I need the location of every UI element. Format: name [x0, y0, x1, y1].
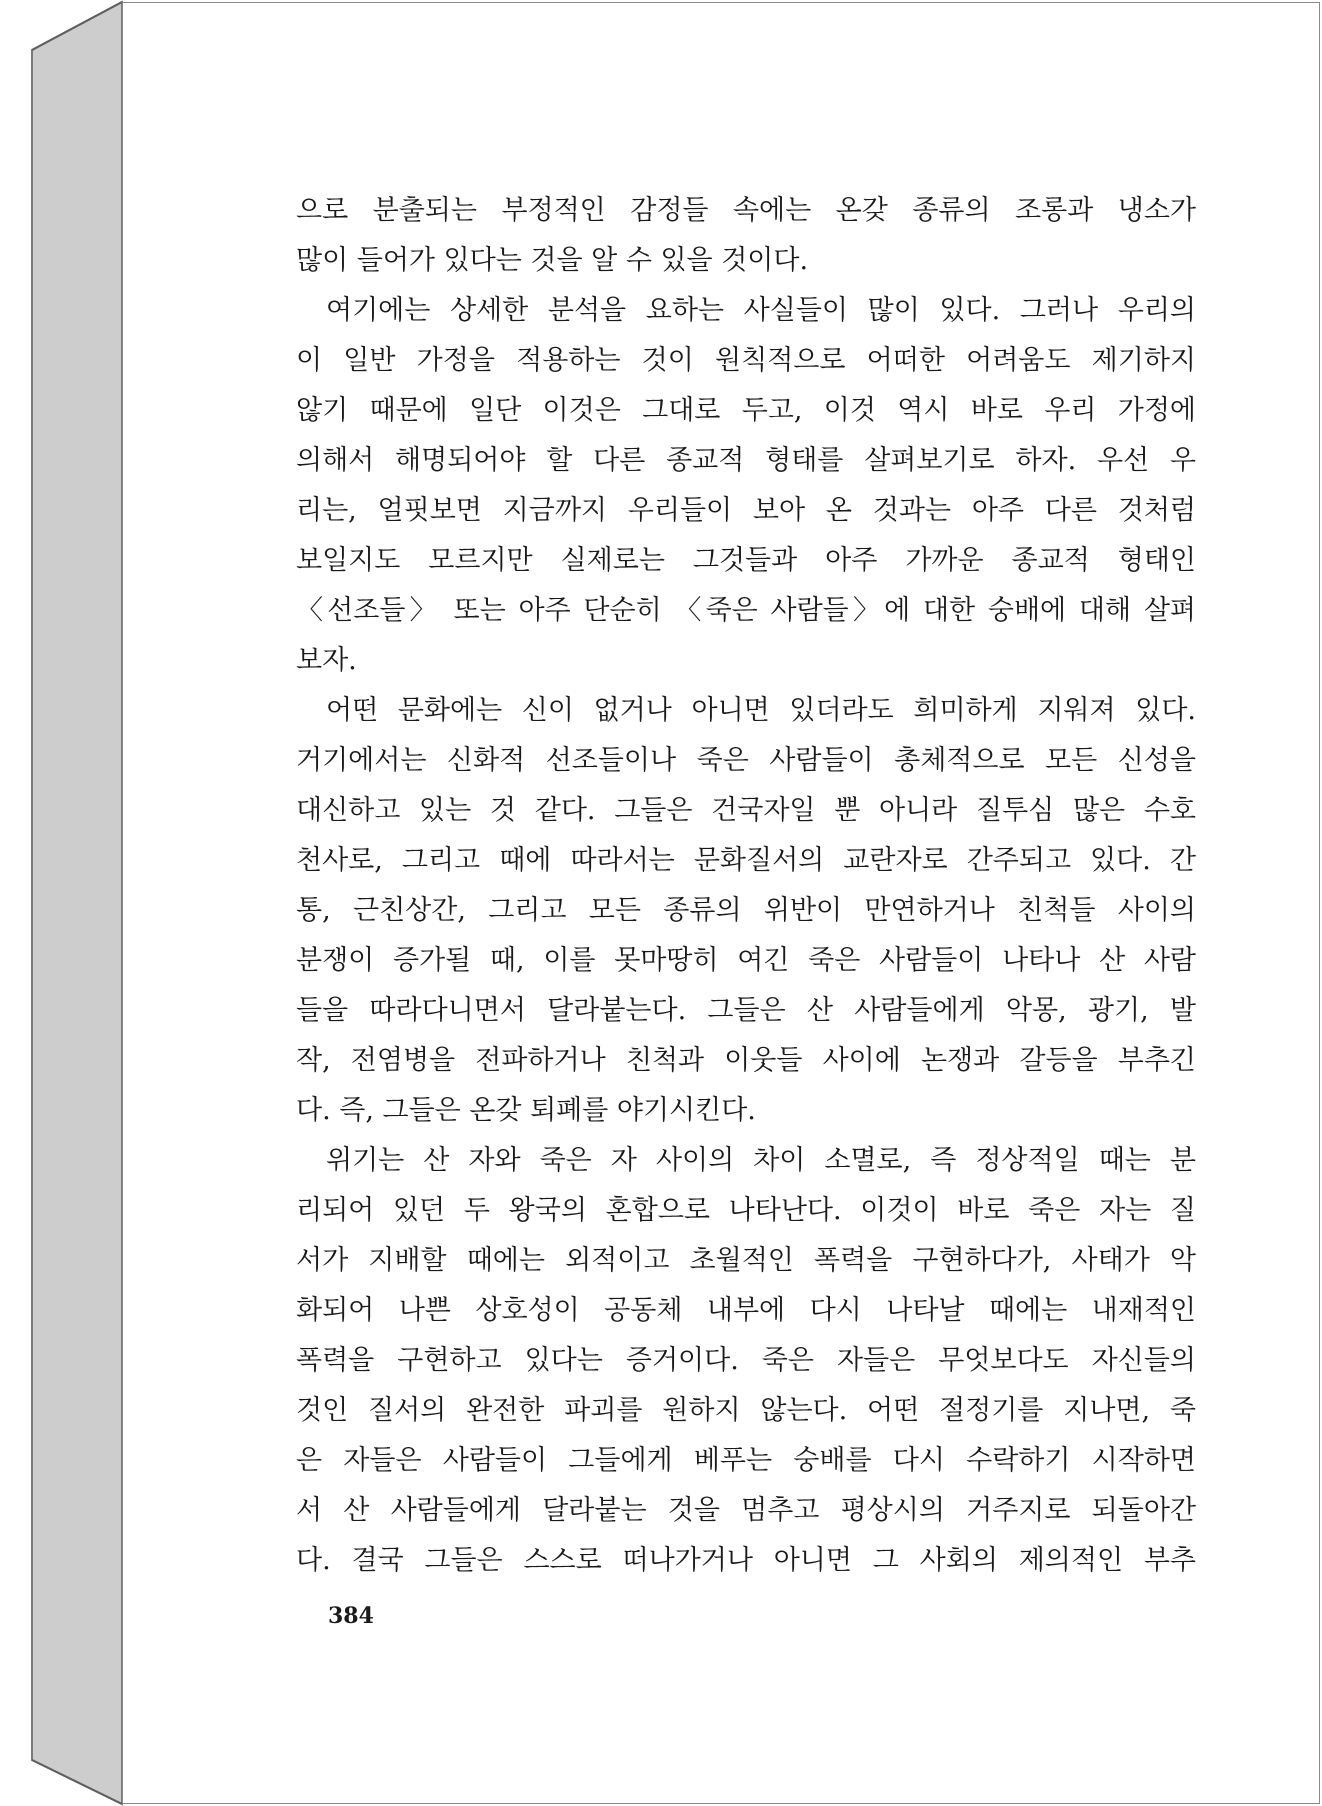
text-line: 천사로, 그리고 때에 따라서는 문화질서의 교란자로 간주되고 있다. 간 — [296, 845, 1196, 876]
text-line: 보일지도 모르지만 실제로는 그것들과 아주 가까운 종교적 형태인 — [296, 545, 1196, 576]
text-line: 폭력을 구현하고 있다는 증거이다. 죽은 자들은 무엇보다도 자신들의 — [296, 1345, 1196, 1376]
text-line: 통, 근친상간, 그리고 모든 종류의 위반이 만연하거나 친척들 사이의 — [296, 895, 1196, 926]
text-line: 위기는 산 자와 죽은 자 사이의 차이 소멸로, 즉 정상적일 때는 분 — [326, 1145, 1196, 1176]
book-spine-face — [32, 2, 122, 1804]
text-line: 어떤 문화에는 신이 없거나 아니면 있더라도 희미하게 지워져 있다. — [326, 695, 1196, 726]
text-line: 보자. — [296, 645, 357, 676]
text-line: 거기에서는 신화적 선조들이나 죽은 사람들이 총체적으로 모든 신성을 — [296, 745, 1196, 776]
text-line: 다. 결국 그들은 스스로 떠나가거나 아니면 그 사회의 제의적인 부추 — [296, 1545, 1196, 1576]
text-line: 여기에는 상세한 분석을 요하는 사실들이 많이 있다. 그러나 우리의 — [326, 295, 1196, 326]
page-number: 384 — [328, 1603, 374, 1629]
text-line: 다. 즉, 그들은 온갖 퇴폐를 야기시킨다. — [296, 1095, 756, 1126]
text-line: 리는, 얼핏보면 지금까지 우리들이 보아 온 것과는 아주 다른 것처럼 — [296, 495, 1196, 526]
text-line: 것인 질서의 완전한 파괴를 원하지 않는다. 어떤 절정기를 지나면, 죽 — [296, 1395, 1196, 1426]
text-line: 않기 때문에 일단 이것은 그대로 두고, 이것 역시 바로 우리 가정에 — [296, 395, 1196, 426]
text-line: 작, 전염병을 전파하거나 친척과 이웃들 사이에 논쟁과 갈등을 부추긴 — [296, 1045, 1196, 1076]
text-line: 서가 지배할 때에는 외적이고 초월적인 폭력을 구현하다가, 사태가 악 — [296, 1245, 1196, 1276]
text-line: 대신하고 있는 것 같다. 그들은 건국자일 뿐 아니라 질투심 많은 수호 — [296, 795, 1196, 826]
text-line: 서 산 사람들에게 달라붙는 것을 멈추고 평상시의 거주지로 되돌아간 — [296, 1495, 1196, 1526]
text-line: 은 자들은 사람들이 그들에게 베푸는 숭배를 다시 수락하기 시작하면 — [296, 1445, 1196, 1476]
body-text — [296, 186, 1196, 1586]
text-line: 이 일반 가정을 적용하는 것이 원칙적으로 어떠한 어려움도 제기하지 — [296, 345, 1196, 376]
text-line: 분쟁이 증가될 때, 이를 못마땅히 여긴 죽은 사람들이 나타나 산 사람 — [296, 945, 1196, 976]
text-line: 〈선조들〉 또는 아주 단순히 〈죽은 사람들〉에 대한 숭배에 대해 살펴 — [296, 595, 1196, 626]
text-line: 많이 들어가 있다는 것을 알 수 있을 것이다. — [296, 245, 809, 276]
text-line: 으로 분출되는 부정적인 감정들 속에는 온갖 종류의 조롱과 냉소가 — [296, 195, 1196, 226]
text-line: 리되어 있던 두 왕국의 혼합으로 나타난다. 이것이 바로 죽은 자는 질 — [296, 1195, 1196, 1226]
text-line: 의해서 해명되어야 할 다른 종교적 형태를 살펴보기로 하자. 우선 우 — [296, 445, 1196, 476]
text-line: 화되어 나쁜 상호성이 공동체 내부에 다시 나타날 때에는 내재적인 — [296, 1295, 1196, 1326]
text-line: 들을 따라다니면서 달라붙는다. 그들은 산 사람들에게 악몽, 광기, 발 — [296, 995, 1196, 1026]
